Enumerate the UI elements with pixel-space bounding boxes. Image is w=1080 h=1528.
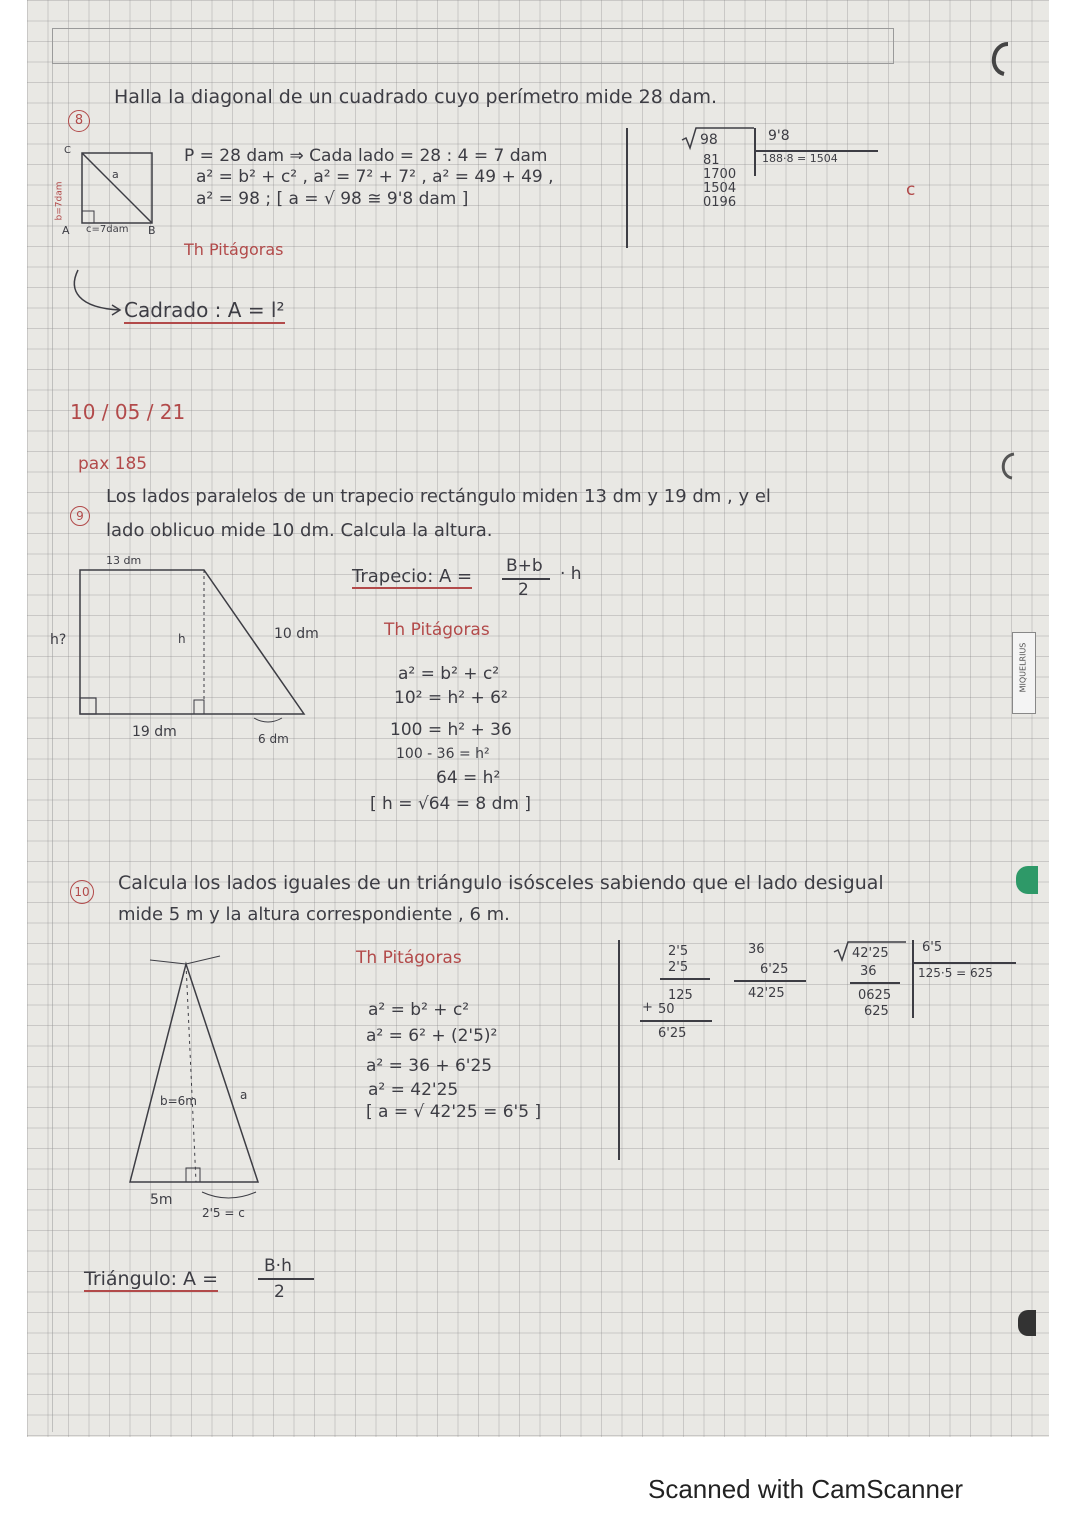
exercise-9-number: 9 xyxy=(70,506,90,526)
trapezoid-h-left: h? xyxy=(50,632,67,648)
ex9-step-2: 10² = h² + 6² xyxy=(394,688,508,708)
mult-line-2 xyxy=(640,1020,712,1022)
ex9-step-5: 64 = h² xyxy=(436,768,501,788)
triangle-base-label: 5m xyxy=(150,1192,173,1208)
ex8-root-bracket xyxy=(754,128,756,176)
trapezoid-diff-label: 6 dm xyxy=(258,732,289,746)
ex10-radicand: 42'25 xyxy=(852,946,889,961)
trapezoid-figure xyxy=(76,566,316,726)
ex10-line1: Calcula los lados iguales de un triángulo isósceles sabiendo que el lado desigual xyxy=(118,872,884,894)
triangle-figure xyxy=(120,942,270,1202)
ex10-theorem: Th Pitágoras xyxy=(356,948,462,968)
ex8-row-3: 1504 xyxy=(703,181,737,196)
ex9-step-3: 100 = h² + 36 xyxy=(390,720,512,740)
ex10-line2: mide 5 m y la altura correspondiente , 6 m. xyxy=(118,904,510,925)
exercise-10-number: 10 xyxy=(70,880,94,904)
ring-hole-icon xyxy=(980,30,1040,90)
trapezoid-formula: Trapecio: A = xyxy=(352,566,473,587)
ex10-aux: 125·5 = 625 xyxy=(918,966,993,980)
header-box xyxy=(52,28,894,64)
ex10-sqrt-row-1: 36 xyxy=(860,964,877,979)
ex9-line1: Los lados paralelos de un trapecio rectángulo miden 13 dm y 19 dm , y el xyxy=(106,486,771,507)
ex10-divider xyxy=(618,940,620,1160)
trapezoid-h-inner: h xyxy=(178,632,186,646)
square-vertex-b: B xyxy=(148,224,156,237)
triangle-fraction-bar xyxy=(258,1278,314,1280)
ex10-sqrt-line xyxy=(850,982,900,984)
sqrt-symbol-icon xyxy=(680,126,760,156)
mult-plus: + xyxy=(642,1000,653,1015)
ex8-row-2: 1700 xyxy=(703,167,737,182)
exercise-8-number: 8 xyxy=(68,110,90,132)
ex10-root-line xyxy=(912,962,1016,964)
ex9-step-4: 100 - 36 = h² xyxy=(396,746,490,762)
mult-line-1 xyxy=(660,978,710,980)
trapezoid-formula-den: 2 xyxy=(518,580,529,600)
triangle-side-label: a xyxy=(240,1088,248,1102)
ex8-line3: a² = 98 ; [ a = √ 98 ≅ 9'8 dam ] xyxy=(196,189,469,209)
trapezoid-top-label: 13 dm xyxy=(106,554,142,567)
square-vertex-c: C xyxy=(64,145,71,156)
sum-row-1: 36 xyxy=(748,942,765,957)
square-side-b-label: b=7dam xyxy=(54,181,65,221)
trapezoid-oblique-label: 10 dm xyxy=(274,626,319,642)
triangle-height-label: b=6m xyxy=(160,1094,197,1108)
date: 10 / 05 / 21 xyxy=(70,400,186,424)
triangle-formula-den: 2 xyxy=(274,1282,285,1302)
square-vertex-a: A xyxy=(62,224,70,237)
ex8-divider xyxy=(626,128,628,248)
triangle-half-label: 2'5 = c xyxy=(202,1206,245,1220)
mult-row-4: 50 xyxy=(658,1002,675,1017)
ex8-theorem: Th Pitágoras xyxy=(184,240,284,259)
square-side-label: c=7dam xyxy=(86,224,129,235)
ex10-result: [ a = √ 42'25 = 6'5 ] xyxy=(366,1102,542,1122)
sum-line xyxy=(734,980,806,982)
ex10-step-3: a² = 36 + 6'25 xyxy=(366,1056,493,1076)
ring-hole-icon xyxy=(1018,1310,1036,1336)
mult-row-3: 125 xyxy=(668,988,693,1003)
page-reference: pax 185 xyxy=(78,454,148,474)
exercise-8-title: Halla la diagonal de un cuadrado cuyo perímetro mide 28 dam. xyxy=(114,86,718,108)
camscanner-footer: Scanned with CamScanner xyxy=(648,1474,964,1504)
ex8-side-mark: c xyxy=(906,180,916,200)
square-area-formula: Cadrado : A = l² xyxy=(124,298,285,322)
mult-row-1: 2'5 xyxy=(668,944,689,959)
ex8-aux: 188·8 = 1504 xyxy=(762,152,838,165)
arrow-icon xyxy=(60,270,130,320)
binder-tab xyxy=(1012,632,1036,714)
sum-result: 42'25 xyxy=(748,986,785,1001)
ring-hole-icon xyxy=(990,446,1030,486)
margin-line xyxy=(52,62,53,1432)
ex10-root: 6'5 xyxy=(922,940,943,955)
ex10-sqrt-row-3: 625 xyxy=(864,1004,889,1019)
ex10-sqrt-row-2: 0625 xyxy=(858,988,892,1003)
ex9-result: [ h = √64 = 8 dm ] xyxy=(370,794,531,814)
triangle-formula-num: B·h xyxy=(264,1256,292,1276)
ex10-step-4: a² = 42'25 xyxy=(368,1080,459,1100)
ex8-radicand: 98 xyxy=(700,132,718,148)
trapezoid-formula-rhs: · h xyxy=(560,564,582,584)
square-diagonal-label: a xyxy=(112,168,119,181)
ex8-line1: P = 28 dam ⇒ Cada lado = 28 : 4 = 7 dam xyxy=(184,146,548,166)
mult-result: 6'25 xyxy=(658,1026,687,1041)
green-ring-icon xyxy=(1016,866,1038,894)
ex8-row-1: 81 xyxy=(703,153,720,168)
binder-label: MIQUELRIUS xyxy=(1018,642,1028,693)
ex8-root: 9'8 xyxy=(768,128,790,144)
trapezoid-bottom-label: 19 dm xyxy=(132,724,177,740)
sum-row-2: 6'25 xyxy=(760,962,789,977)
ex10-step-2: a² = 6² + (2'5)² xyxy=(366,1026,498,1046)
ex9-line2: lado oblicuo mide 10 dm. Calcula la altura. xyxy=(106,520,493,541)
mult-row-2: 2'5 xyxy=(668,960,689,975)
trapezoid-formula-num: B+b xyxy=(506,556,543,576)
ex9-step-1: a² = b² + c² xyxy=(398,664,500,684)
ex10-root-bracket xyxy=(912,940,914,1018)
ex10-step-1: a² = b² + c² xyxy=(368,1000,470,1020)
triangle-area-formula: Triángulo: A = xyxy=(84,1268,218,1290)
ex8-row-4: 0196 xyxy=(703,195,737,210)
ex9-theorem: Th Pitágoras xyxy=(384,620,490,640)
ex8-line2: a² = b² + c² , a² = 7² + 7² , a² = 49 + 49 , xyxy=(196,167,554,187)
